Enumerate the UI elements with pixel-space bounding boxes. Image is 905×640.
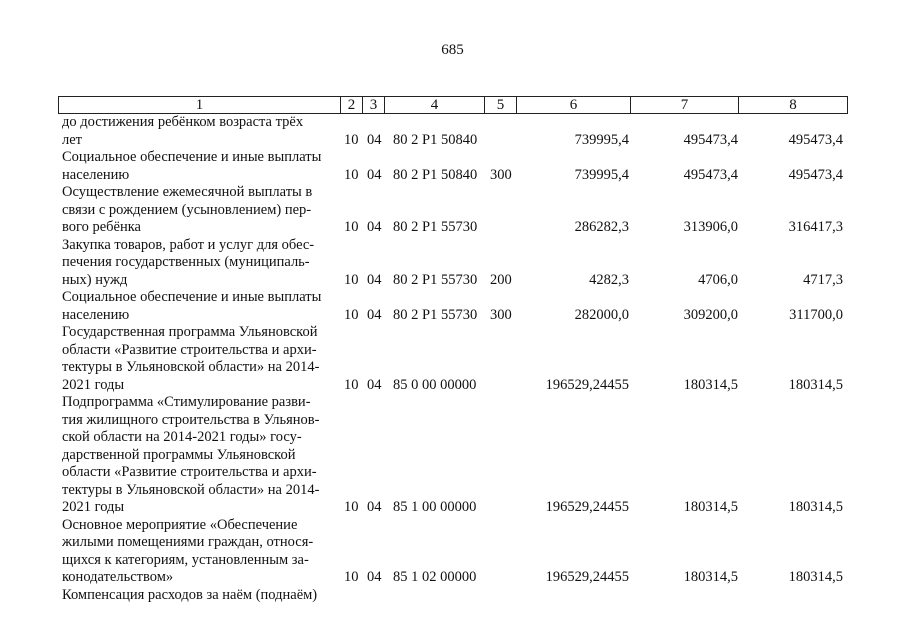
expense-type-code: 200	[490, 271, 512, 288]
amount-col-8: 180314,5	[788, 499, 843, 515]
target-article-code: 80 2 P1 50840	[393, 131, 478, 148]
row-description	[62, 324, 334, 394]
amount-col-7: 495473,4	[683, 131, 738, 148]
expense-type-code: 300	[490, 306, 512, 323]
description-line: тия жилищного строительства в Ульянов-	[62, 411, 320, 428]
target-article-code: 80 2 P1 55730	[393, 306, 478, 323]
target-article-code: 85 1 00 00000	[393, 499, 477, 515]
target-article-code: 80 2 P1 55730	[393, 219, 478, 235]
description-line: лет	[62, 131, 83, 148]
header-col-7: 7	[631, 97, 739, 113]
section-code: 10	[344, 131, 359, 148]
subsection-code: 04	[367, 271, 382, 288]
header-col-5: 5	[485, 97, 517, 113]
description-line: Подпрограмма «Стимулирование разви-	[62, 394, 311, 410]
amount-col-6: 196529,24455	[545, 499, 629, 515]
description-line: области «Развитие строительства и архи-	[62, 464, 317, 480]
section-code: 10	[344, 376, 359, 393]
table-row	[0, 289, 905, 324]
description-line: тектуры в Ульяновской области» на 2014-	[62, 359, 320, 375]
description-line: печения государственных (муниципаль-	[62, 254, 310, 270]
description-line: области «Развитие строительства и архи-	[62, 341, 317, 358]
table-row	[0, 184, 905, 237]
amount-col-6: 4282,3	[589, 271, 629, 288]
subsection-code: 04	[367, 569, 382, 585]
amount-col-6: 739995,4	[574, 166, 629, 183]
page-number: 685	[441, 42, 464, 58]
row-description	[62, 394, 334, 517]
row-description	[62, 517, 334, 587]
description-line: дарственной программы Ульяновской	[62, 446, 296, 463]
section-code: 10	[344, 499, 359, 515]
row-description	[62, 149, 334, 184]
amount-col-6: 196529,24455	[545, 569, 629, 585]
subsection-code: 04	[367, 306, 382, 323]
description-line: связи с рождением (усыновлением) пер-	[62, 201, 312, 218]
description-line: Компенсация расходов за наём (поднаём)	[62, 586, 318, 603]
description-line: щихся к категориям, установленным за-	[62, 551, 309, 568]
amount-col-8: 311700,0	[789, 306, 843, 323]
description-line: до достижения ребёнком возраста трёх	[62, 114, 304, 130]
description-line: Социальное обеспечение и иные выплаты	[62, 149, 322, 165]
amount-col-8: 180314,5	[788, 376, 843, 393]
description-line: населению	[62, 306, 130, 323]
amount-col-6: 739995,4	[574, 131, 629, 148]
amount-col-7: 4706,0	[698, 271, 738, 288]
row-description	[62, 114, 334, 149]
description-line: Государственная программа Ульяновской	[62, 324, 318, 340]
table-row	[0, 587, 905, 605]
row-description	[62, 587, 334, 605]
description-line: Осуществление ежемесячной выплаты в	[62, 184, 313, 200]
table-row	[0, 114, 905, 149]
amount-col-7: 180314,5	[683, 499, 738, 515]
amount-col-8: 495473,4	[788, 166, 843, 183]
description-line: ской области на 2014-2021 годы» госу-	[62, 429, 302, 445]
table-row	[0, 517, 905, 587]
section-code: 10	[344, 569, 359, 585]
section-code: 10	[344, 271, 359, 288]
amount-col-8: 495473,4	[788, 131, 843, 148]
description-line: Основное мероприятие «Обеспечение	[62, 516, 298, 533]
description-line: Социальное обеспечение и иные выплаты	[62, 289, 322, 305]
header-col-3: 3	[363, 97, 385, 113]
table-header	[58, 96, 848, 114]
subsection-code: 04	[367, 131, 382, 148]
amount-col-8: 180314,5	[788, 569, 843, 585]
description-line: ных) нужд	[62, 271, 128, 288]
row-description	[62, 184, 334, 237]
description-line: жилыми помещениями граждан, относя-	[62, 534, 314, 550]
row-description	[62, 289, 334, 324]
description-line: конодательством»	[62, 569, 174, 585]
header-col-1: 1	[59, 97, 341, 113]
target-article-code: 80 2 P1 50840	[393, 166, 478, 183]
target-article-code: 85 0 00 00000	[393, 376, 477, 393]
table-row	[0, 324, 905, 394]
amount-col-7: 180314,5	[683, 376, 738, 393]
amount-col-7: 495473,4	[683, 166, 738, 183]
amount-col-8: 4717,3	[803, 271, 843, 288]
target-article-code: 85 1 02 00000	[393, 569, 477, 585]
table-row	[0, 394, 905, 517]
header-col-6: 6	[517, 97, 631, 113]
subsection-code: 04	[367, 499, 382, 515]
subsection-code: 04	[367, 376, 382, 393]
table-row	[0, 149, 905, 184]
section-code: 10	[344, 306, 359, 323]
amount-col-7: 180314,5	[683, 569, 738, 585]
header-col-2: 2	[341, 97, 363, 113]
header-col-4: 4	[385, 97, 485, 113]
amount-col-6: 282000,0	[574, 306, 629, 323]
subsection-code: 04	[367, 166, 382, 183]
description-line: вого ребёнка	[62, 219, 141, 235]
amount-col-7: 309200,0	[683, 306, 738, 323]
amount-col-6: 196529,24455	[545, 376, 629, 393]
row-description	[62, 237, 334, 290]
amount-col-8: 316417,3	[788, 219, 843, 235]
header-col-8: 8	[789, 97, 797, 113]
section-code: 10	[344, 219, 359, 235]
amount-col-6: 286282,3	[574, 219, 629, 235]
expense-type-code: 300	[490, 166, 512, 183]
description-line: Закупка товаров, работ и услуг для обес-	[62, 236, 315, 253]
description-line: населению	[62, 166, 130, 183]
subsection-code: 04	[367, 219, 382, 235]
section-code: 10	[344, 166, 359, 183]
amount-col-7: 313906,0	[683, 219, 738, 235]
table-row	[0, 237, 905, 290]
description-line: 2021 годы	[62, 499, 125, 515]
description-line: 2021 годы	[62, 376, 125, 393]
target-article-code: 80 2 P1 55730	[393, 271, 478, 288]
description-line: тектуры в Ульяновской области» на 2014-	[62, 481, 320, 498]
table-body	[0, 114, 905, 604]
